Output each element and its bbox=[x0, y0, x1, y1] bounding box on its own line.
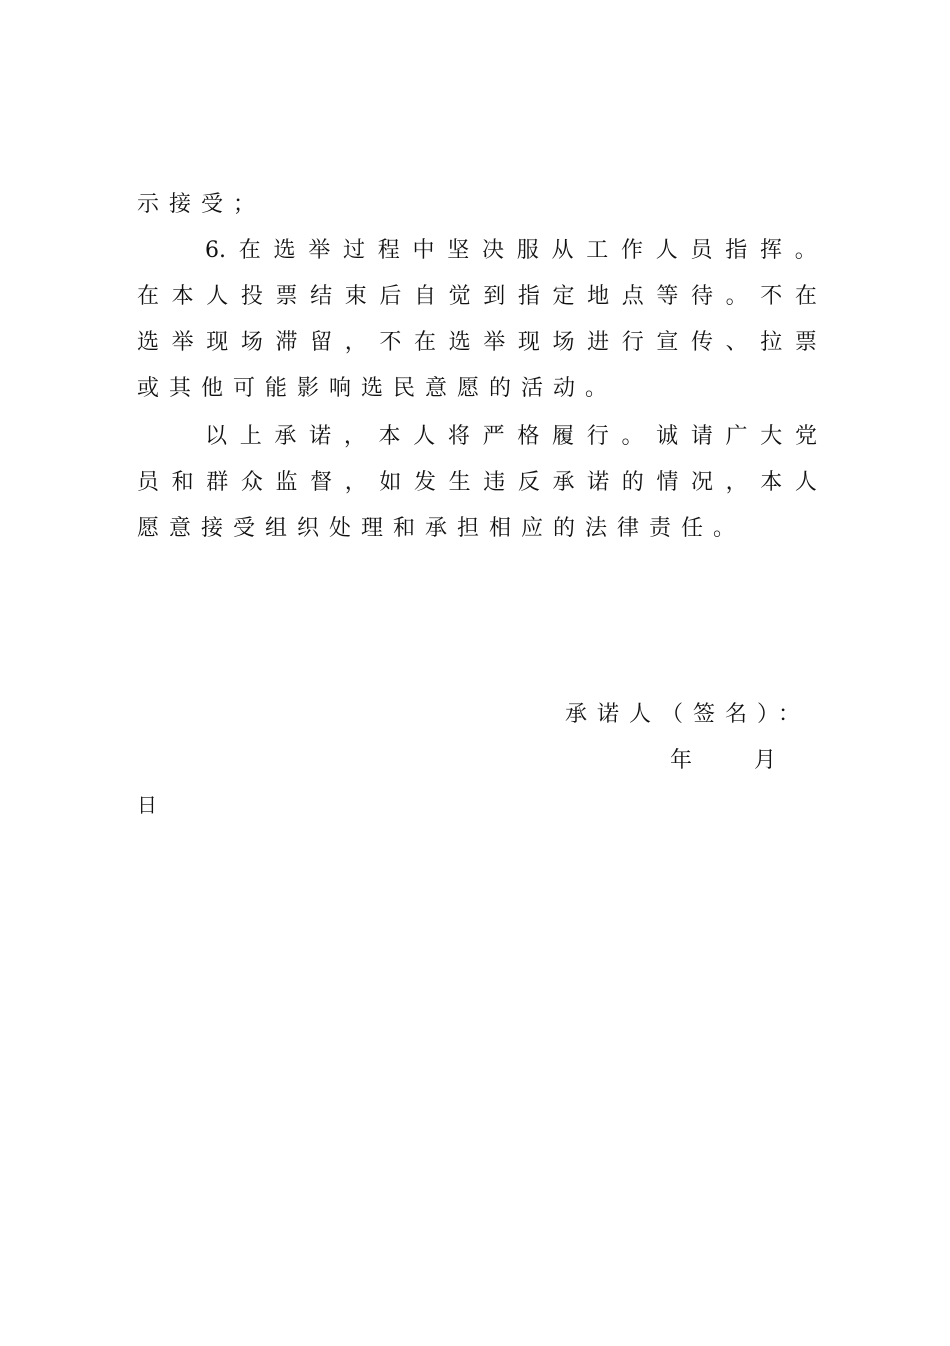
paragraph-line: 愿意接受组织处理和承担相应的法律责任。 bbox=[137, 516, 746, 541]
paragraph-line: 或其他可能影响选民意愿的活动。 bbox=[137, 376, 618, 401]
date-year-month bbox=[670, 738, 776, 784]
day-label: 日 bbox=[137, 793, 157, 817]
year-label: 年 bbox=[670, 748, 693, 773]
paragraph-line: 选 举 现 场 滞 留 ， 不 在 选 举 现 场 进 行 宣 传 、 拉 票 bbox=[137, 330, 817, 355]
paragraph-line: 6. 在 选 举 过 程 中 坚 决 服 从 工 作 人 员 指 挥 。 bbox=[205, 238, 817, 263]
paragraph-line: 员 和 群 众 监 督 ， 如 发 生 违 反 承 诺 的 情 况 ， 本 人 bbox=[137, 470, 817, 495]
signature-label: 承诺人（签名）： bbox=[565, 702, 811, 727]
month-label: 月 bbox=[754, 748, 777, 773]
paragraph-line: 在 本 人 投 票 结 束 后 自 觉 到 指 定 地 点 等 待 。 不 在 bbox=[137, 284, 817, 309]
paragraph-line: 示接受； bbox=[137, 192, 266, 217]
paragraph-line: 以 上 承 诺 ， 本 人 将 严 格 履 行 。 诚 请 广 大 党 bbox=[205, 424, 817, 449]
